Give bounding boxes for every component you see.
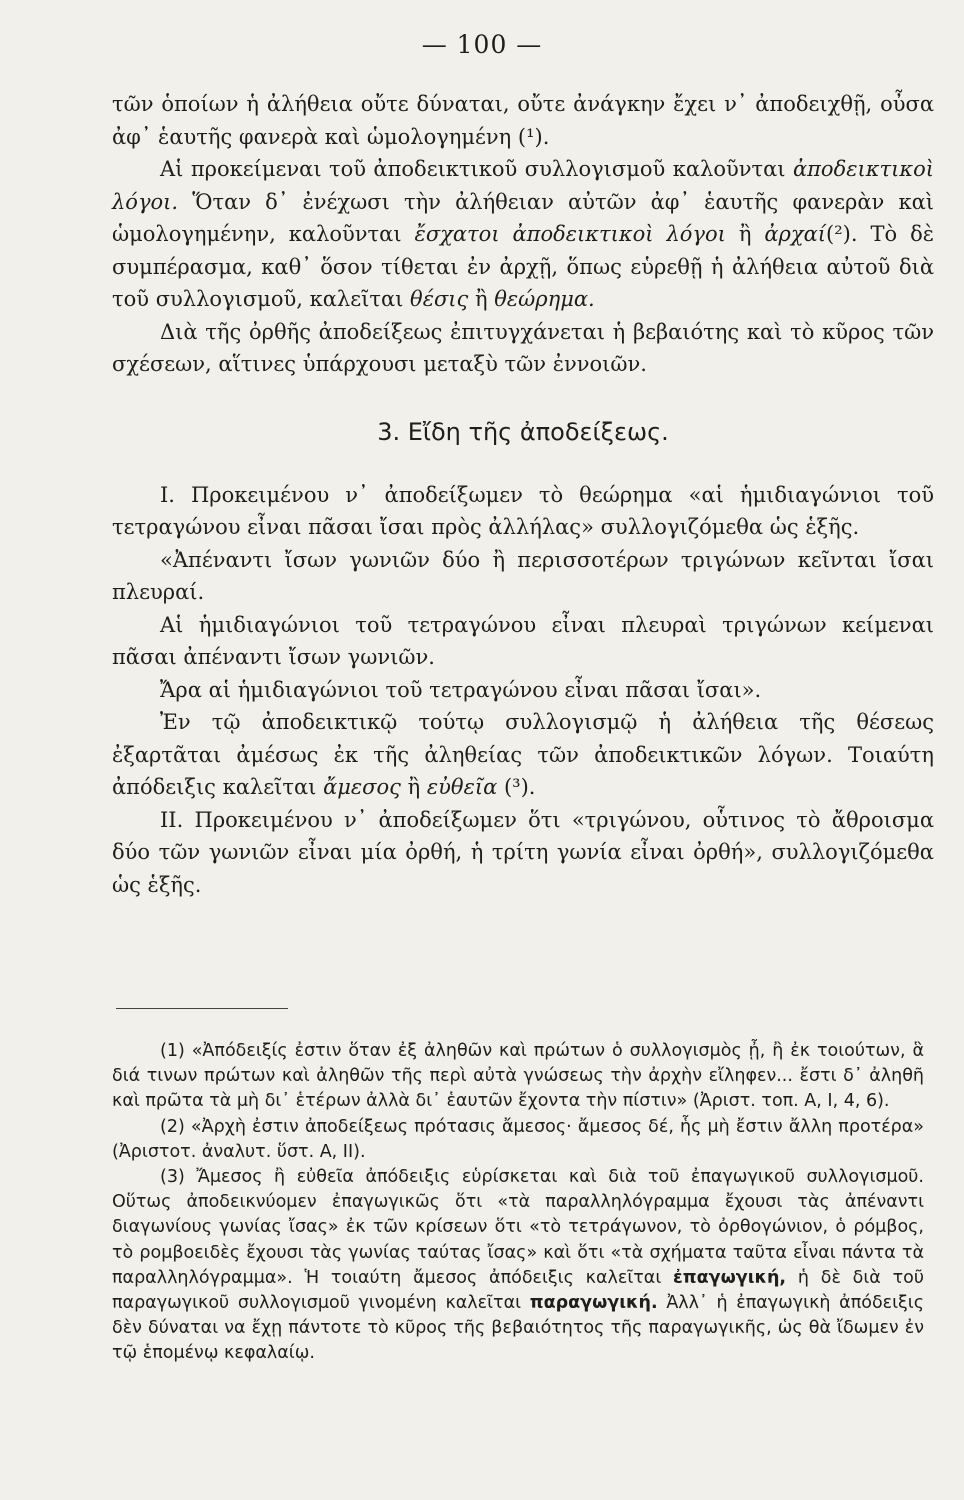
paragraph: «Ἀπέναντι ἴσων γωνιῶν δύο ἢ περισσοτέρων τριγώνων κεῖνται ἴσαι πλευραί. [112, 547, 934, 604]
footnote: (3) Ἄμεσος ἢ εὐθεῖα ἀπόδειξις εὑρίσκεται καὶ διὰ τοῦ ἐπαγωγικοῦ συλλογισμοῦ. Οὕτως ἀποδεικνύομεν ἐπαγωγικῶς ὅτι «τὰ παραλληλόγραμμα ἔχουσι τὰς ἀπέναντι διαγωνίους γωνίας ἴσας» ἐκ τῶν κρίσεων ὅτι «τὸ τετράγωνον, τὸ ὀρθογώνιον, ὁ ρόμβος, τὸ ρομβοειδὲς ἔχουσι τὰς γωνίας ταύτας ἴσας» καὶ ὅτι «τὰ σχήματα ταῦτα εἶναι πάντα τὰ παραλληλόγραμμα». Ἡ τοιαύτη ἄμεσος ἀπόδειξις καλεῖται ἐπαγωγική, ἡ δὲ διὰ τοῦ παραγωγικοῦ συλλογισμοῦ γινομένη καλεῖται παραγωγική. Ἀλλ᾽ ἡ ἐπαγωγικὴ ἀπόδειξις δὲν δύναται να ἔχῃ πάντοτε τὸ κῦρος τῆς βεβαιότητος τῆς παραγωγικῆς, ὡς θὰ ἴδωμεν ἐν τῷ ἑπομένῳ κεφαλαίῳ. [112, 1167, 924, 1364]
footnote: (1) «Ἀπόδειξίς ἐστιν ὅταν ἐξ ἀληθῶν καὶ πρώτων ὁ συλλογισμὸς ᾖ, ἢ ἐκ τοιούτων, ἃ διά τινων πρώτων καὶ ἀληθῶν τῆς περὶ αὐτὰ γνώσεως τὴν ἀρχὴν εἴληφεν... ἔστι δ᾽ ἀληθῆ καὶ πρῶτα τὰ μὴ δι᾽ ἑτέρων ἀλλὰ δι᾽ ἑαυτῶν ἔχοντα τὴν πίστιν» (Ἀριστ. τοπ. Α, Ι, 4, 6). [112, 1041, 924, 1112]
page-number: — 100 — [421, 30, 543, 59]
paragraph: Διὰ τῆς ὀρθῆς ἀποδείξεως ἐπιτυγχάνεται ἡ βεβαιότης καὶ τὸ κῦρος τῶν σχέσεων, αἵτινες ὑπάρχουσι μεταξὺ τῶν ἐννοιῶν. [112, 319, 934, 376]
footnote: (2) «Ἀρχὴ ἐστιν ἀποδείξεως πρότασις ἄμεσος· ἄμεσος δέ, ἧς μὴ ἔστιν ἄλλη προτέρα» (Ἀριστοτ. ἀναλυτ. ὕστ. Α, ΙΙ). [112, 1116, 924, 1162]
paragraph: Ἐν τῷ ἀποδεικτικῷ τούτῳ συλλογισμῷ ἡ ἀλήθεια τῆς θέσεως ἐξαρτᾶται ἀμέσως ἐκ τῆς ἀληθείας τῶν ἀποδεικτικῶν λόγων. Τοιαύτη ἀπόδειξις καλεῖται ἄμεσος ἢ εὐθεῖα (³). [112, 710, 934, 799]
paragraph: Ἄρα αἱ ἡμιδιαγώνιοι τοῦ τετραγώνου εἶναι πᾶσαι ἴσαι». [160, 677, 762, 702]
paragraph: Αἱ προκείμεναι τοῦ ἀποδεικτικοῦ συλλογισμοῦ καλοῦνται ἀποδεικτικοὶ λόγοι. Ὅταν δ᾽ ἐνέχωσι τὴν ἀλήθειαν αὐτῶν ἀφ᾽ ἑαυτῆς φανερὰν καὶ ὡμολογημένην, καλοῦνται ἔσχατοι ἀποδεικτικοὶ λόγοι ἢ ἀρχαί(²). Τὸ δὲ συμπέρασμα, καθ᾽ ὅσον τίθεται ἐν ἀρχῇ, ὅπως εὑρεθῇ ἡ ἀλήθεια αὐτοῦ διὰ τοῦ συλλογισμοῦ, καλεῖται θέσις ἢ θεώρημα. [112, 157, 934, 311]
paragraph: II. Προκειμένου ν᾽ ἀποδείξωμεν ὅτι «τριγώνου, οὗτινος τὸ ἄθροισμα δύο τῶν γωνιῶν εἶναι μία ὀρθή, ἡ τρίτη γωνία εἶναι ὀρθή», συλλογιζόμεθα ὡς ἑξῆς. [112, 807, 934, 897]
footnotes [112, 1039, 924, 1367]
section-heading: 3. Εἴδη τῆς ἀποδείξεως. [377, 417, 669, 446]
paragraph: Αἱ ἡμιδιαγώνιοι τοῦ τετραγώνου εἶναι πλευραὶ τριγώνων κείμεναι πᾶσαι ἀπέναντι ἴσων γωνιῶν. [112, 612, 934, 669]
paragraph: τῶν ὁποίων ἡ ἀλήθεια οὔτε δύναται, οὔτε ἀνάγκην ἔχει ν᾽ ἀποδειχθῇ, οὖσα ἀφ᾽ ἑαυτῆς φανερὰ καὶ ὡμολογημένη (¹). [112, 92, 934, 149]
main-text [112, 88, 934, 901]
paragraph: I. Προκειμένου ν᾽ ἀποδείξωμεν τὸ θεώρημα «αἱ ἡμιδιαγώνιοι τοῦ τετραγώνου εἶναι πᾶσαι ἴσαι πρὸς ἀλλήλας» συλλογιζόμεθα ὡς ἑξῆς. [112, 482, 934, 539]
footnote-divider [116, 1008, 288, 1009]
